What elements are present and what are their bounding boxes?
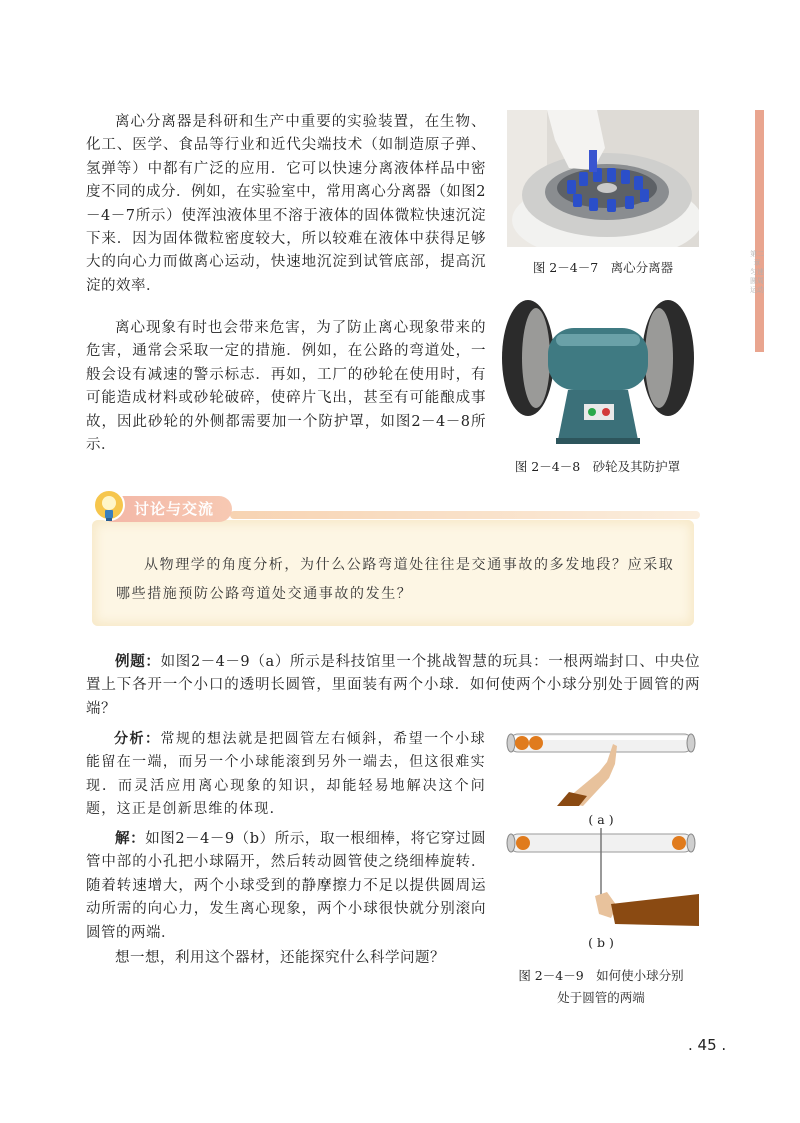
analysis-paragraph bbox=[86, 728, 486, 822]
analysis-label: 分析： bbox=[114, 731, 161, 747]
discussion-header-stripe bbox=[230, 511, 700, 519]
figure-2-4-9-caption-line1: 图 2－4－9 如何使小球分别 bbox=[518, 968, 684, 983]
think-paragraph: 想一想，利用这个器材，还能探究什么科学问题？ bbox=[115, 950, 445, 966]
page-number: . 45 . bbox=[688, 1036, 727, 1054]
figure-2-4-9-caption-line2: 处于圆管的两端 bbox=[557, 990, 645, 1005]
lightbulb-icon bbox=[92, 488, 126, 528]
figure-2-4-7-caption: 图 2－4－7 离心分离器 bbox=[532, 260, 674, 275]
intro-paragraph-1: 离心分离器是科研和生产中重要的实验装置，在生物、化工、医学、食品等行业和近代尖端技术（如制造原子弹、氢弹等）中都有广泛的应用．它可以快速分离液体样品中密度不同的成分．例如，在实验室中，常用离心分离器（如图2－4－7所示）使浑浊液体里不溶于液体的固体微粒快速沉淀下来．因为固体微粒密度较大，所以较难在液体中获得足够大的向心力而做离心运动，快速地沉淀到试管底部，提高沉淀的效率． bbox=[86, 114, 486, 294]
discussion-text: 从物理学的角度分析，为什么公路弯道处往往是交通事故的多发地段？应采取哪些措施预防公路弯道处交通事故的发生？ bbox=[116, 557, 675, 602]
intro-paragraph-2: 离心现象有时也会带来危害，为了防止离心现象带来的危害，通常会采取一定的措施．例如，在公路的弯道处，一般会设有减速的警示标志．再如，工厂的砂轮在使用时，有可能造成材料或砂轮破碎，使碎片飞出，甚至有可能酿成事故，因此砂轮的外侧都需要加一个防护罩，如图2－4－8所示． bbox=[86, 320, 486, 454]
chapter-tab bbox=[755, 110, 764, 352]
discussion-title: 讨论与交流 bbox=[134, 500, 215, 518]
tube-figure-b bbox=[503, 826, 699, 930]
centrifuge-photo bbox=[507, 110, 699, 247]
example-paragraph bbox=[86, 651, 700, 721]
solution-paragraph bbox=[86, 828, 486, 945]
figure-2-4-9-label-a: ( a ) bbox=[588, 812, 614, 827]
solution-label: 解： bbox=[115, 831, 146, 847]
example-label: 例题： bbox=[115, 654, 161, 670]
figure-2-4-9-label-b: ( b ) bbox=[588, 935, 614, 950]
chapter-label: 第二章 匀速圆周运动 bbox=[750, 250, 764, 294]
figure-2-4-8-caption: 图 2－4－8 砂轮及其防护罩 bbox=[514, 459, 681, 474]
solution-text: 如图2－4－9（b）所示，取一根细棒，将它穿过圆管中部的小孔把小球隔开，然后转动圆管使之绕细棒旋转．随着转速增大，两个小球受到的静摩擦力不足以提供圆周运动所需的向心力，发生离心现象，两个小球很快就分别滚向圆管的两端． bbox=[86, 831, 486, 941]
analysis-text: 常规的想法就是把圆管左右倾斜，希望一个小球能留在一端，而另一个小球能滚到另外一端去，但这很难实现．而灵活应用离心现象的知识，却能轻易地解决这个问题，这正是创新思维的体现． bbox=[86, 731, 486, 818]
example-text: 如图2－4－9（a）所示是科技馆里一个挑战智慧的玩具：一根两端封口、中央位置上下各开一个小口的透明长圆管，里面装有两个小球．如何使两个小球分别处于圆管的两端？ bbox=[86, 654, 700, 717]
grinder-photo bbox=[496, 290, 699, 452]
tube-figure-a bbox=[503, 722, 699, 806]
